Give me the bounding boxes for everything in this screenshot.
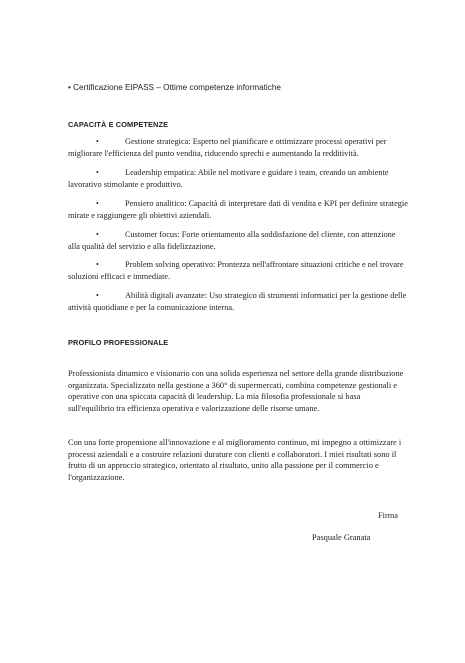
profile-paragraph: Con una forte propensione all'innovazione e al miglioramento continuo, mi impegno a ottimizzare i processi aziendali e a costruire relazioni durature con clienti e collaboratori. I miei risultati sono il frutto di un approccio strategico, orientato al risultato, unito alla passione per il commercio e l'organizzazione.	[68, 438, 402, 482]
signature-name: Pasquale Granata	[312, 533, 371, 542]
signature-label: Firma	[378, 511, 399, 520]
skill-item	[68, 167, 408, 190]
bullet-icon: •	[96, 137, 99, 146]
skill-text: Customer focus: Forte orientamento alla soddisfazione del cliente, con attenzione alla qualità del servizio e alla fidelizzazione.	[68, 230, 396, 251]
skill-text: Leadership empatica: Abile nel motivare e guidare i team, creando un ambiente lavorativo stimolante e produttivo.	[68, 168, 389, 189]
bullet-icon: •	[96, 230, 99, 239]
bullet-icon: •	[96, 199, 99, 208]
profile-section-title: PROFILO PROFESSIONALE	[68, 338, 169, 347]
bullet-icon: •	[96, 291, 99, 300]
certification-line: • Certificazione EIPASS – Ottime competenze informatiche	[68, 83, 281, 92]
skill-item	[68, 229, 408, 252]
skill-item	[68, 290, 408, 313]
skill-text: Gestione strategica: Esperto nel pianificare e ottimizzare processi operativi per migliorare l'efficienza del punto vendita, riducendo sprechi e aumentando la redditività.	[68, 137, 387, 158]
skills-section-title: CAPACITÀ E COMPETENZE	[68, 120, 169, 129]
skill-item	[68, 136, 408, 159]
profile-paragraph: Professionista dinamico e visionario con una solida esperienza nel settore della grande distribuzione organizzata. Specializzato nella gestione a 360° di supermercati, combina competenze gestionali e operative con una spiccata capacità di leadership. La mia filosofia professionale si basa sull'equilibrio tra efficienza operativa e valorizzazione delle risorse umane.	[68, 369, 404, 413]
bullet-icon: •	[96, 260, 99, 269]
skill-text: Abilità digitali avanzate: Uso strategico di strumenti informatici per la gestione delle attività quotidiane e per la comunicazione interna.	[68, 291, 407, 312]
skill-text: Pensiero analitico: Capacità di interpretare dati di vendita e KPI per definire strategie mirate e raggiungere gli obiettivi aziendali.	[68, 199, 408, 220]
skill-item	[68, 259, 408, 282]
bullet-icon: •	[96, 168, 99, 177]
skill-text: Problem solving operativo: Prontezza nell'affrontare situazioni critiche e nel trovare soluzioni efficaci e immediate.	[68, 260, 404, 281]
skill-item	[68, 198, 408, 221]
